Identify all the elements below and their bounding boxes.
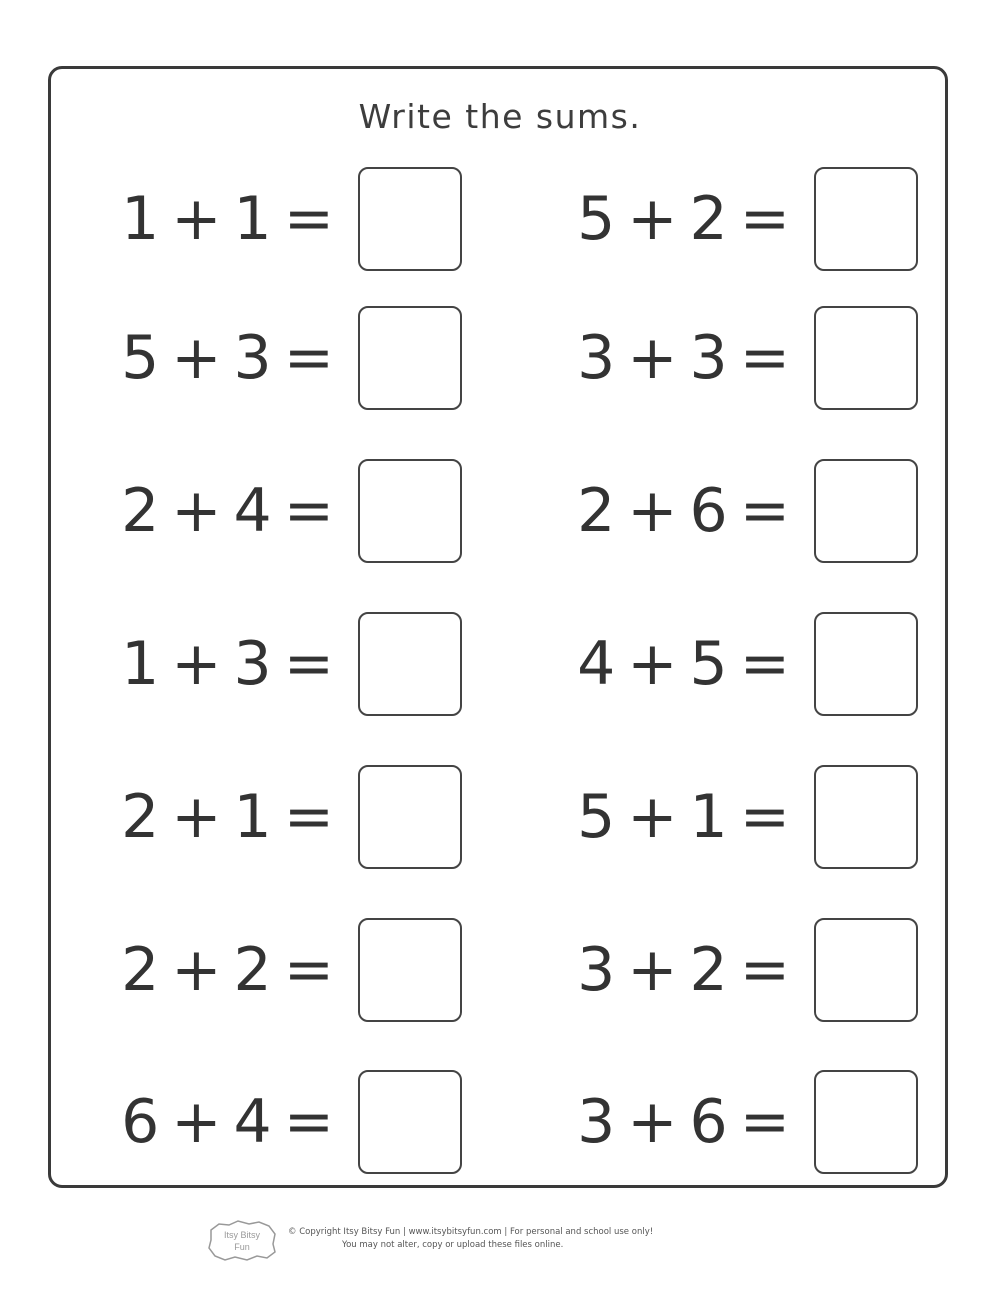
addend-2: 4	[233, 476, 272, 546]
addition-problem	[505, 765, 918, 869]
svg-text:Itsy Bitsy: Itsy Bitsy	[223, 1230, 261, 1240]
equation	[577, 306, 802, 410]
equals-sign: =	[283, 323, 334, 393]
plus-sign: +	[627, 323, 678, 393]
addition-problem	[505, 612, 918, 716]
equation	[121, 612, 346, 716]
addition-problem	[505, 306, 918, 410]
answer-box[interactable]	[358, 306, 462, 410]
equation	[577, 612, 802, 716]
worksheet-title: Write the sums.	[358, 97, 642, 136]
equation	[121, 459, 346, 563]
equals-sign: =	[283, 782, 334, 852]
equation	[121, 1070, 346, 1174]
answer-box[interactable]	[814, 459, 918, 563]
addend-1: 5	[121, 323, 160, 393]
equals-sign: =	[739, 935, 790, 1005]
copyright-line-2: You may not alter, copy or upload these files online.	[342, 1240, 564, 1250]
equation	[577, 765, 802, 869]
addend-1: 5	[577, 782, 616, 852]
answer-box[interactable]	[814, 612, 918, 716]
addition-problem	[505, 459, 918, 563]
plus-sign: +	[171, 935, 222, 1005]
copyright-notice	[288, 1226, 653, 1252]
answer-box[interactable]	[814, 765, 918, 869]
itsy-bitsy-fun-logo	[205, 1216, 279, 1264]
equals-sign: =	[739, 323, 790, 393]
answer-box[interactable]	[814, 167, 918, 271]
equals-sign: =	[283, 1087, 334, 1157]
addition-problem	[505, 1070, 918, 1174]
addend-2: 2	[689, 184, 728, 254]
addend-2: 3	[233, 323, 272, 393]
equation	[121, 306, 346, 410]
addition-problem	[50, 306, 462, 410]
equation	[121, 765, 346, 869]
plus-sign: +	[171, 184, 222, 254]
answer-box[interactable]	[358, 1070, 462, 1174]
addend-1: 4	[577, 629, 616, 699]
equation	[577, 918, 802, 1022]
addend-1: 2	[577, 476, 616, 546]
equation	[577, 459, 802, 563]
equals-sign: =	[739, 184, 790, 254]
plus-sign: +	[171, 1087, 222, 1157]
plus-sign: +	[171, 476, 222, 546]
plus-sign: +	[627, 476, 678, 546]
answer-box[interactable]	[814, 306, 918, 410]
addend-2: 1	[233, 184, 272, 254]
addend-2: 3	[689, 323, 728, 393]
addend-2: 1	[689, 782, 728, 852]
equation	[577, 167, 802, 271]
addend-2: 6	[689, 476, 728, 546]
addition-problem	[50, 612, 462, 716]
equation	[121, 167, 346, 271]
addition-problem	[50, 918, 462, 1022]
plus-sign: +	[627, 1087, 678, 1157]
footer	[200, 1212, 810, 1272]
equals-sign: =	[739, 629, 790, 699]
equals-sign: =	[283, 935, 334, 1005]
plus-sign: +	[627, 935, 678, 1005]
answer-box[interactable]	[358, 918, 462, 1022]
addend-1: 3	[577, 323, 616, 393]
equals-sign: =	[739, 782, 790, 852]
answer-box[interactable]	[358, 765, 462, 869]
plus-sign: +	[171, 629, 222, 699]
answer-box[interactable]	[358, 459, 462, 563]
addend-2: 4	[233, 1087, 272, 1157]
plus-sign: +	[627, 629, 678, 699]
addend-1: 2	[121, 935, 160, 1005]
copyright-line-1: © Copyright Itsy Bitsy Fun | www.itsybitsyfun.com | For personal and school use only!	[288, 1227, 654, 1237]
addend-1: 5	[577, 184, 616, 254]
plus-sign: +	[627, 782, 678, 852]
equals-sign: =	[283, 629, 334, 699]
svg-text:Fun: Fun	[234, 1242, 250, 1252]
addend-1: 3	[577, 935, 616, 1005]
addend-1: 6	[121, 1087, 160, 1157]
addend-2: 3	[233, 629, 272, 699]
addition-problem	[505, 167, 918, 271]
addend-2: 1	[233, 782, 272, 852]
addend-1: 3	[577, 1087, 616, 1157]
addend-2: 2	[233, 935, 272, 1005]
addition-problem	[505, 918, 918, 1022]
equation	[577, 1070, 802, 1174]
equals-sign: =	[739, 476, 790, 546]
addend-2: 6	[689, 1087, 728, 1157]
addend-2: 2	[689, 935, 728, 1005]
addition-problem	[50, 1070, 462, 1174]
addend-1: 2	[121, 476, 160, 546]
equals-sign: =	[283, 184, 334, 254]
equals-sign: =	[283, 476, 334, 546]
answer-box[interactable]	[814, 918, 918, 1022]
addend-1: 2	[121, 782, 160, 852]
answer-box[interactable]	[814, 1070, 918, 1174]
equation	[121, 918, 346, 1022]
plus-sign: +	[627, 184, 678, 254]
plus-sign: +	[171, 323, 222, 393]
plus-sign: +	[171, 782, 222, 852]
answer-box[interactable]	[358, 612, 462, 716]
answer-box[interactable]	[358, 167, 462, 271]
addition-problem	[50, 765, 462, 869]
addition-problem	[50, 459, 462, 563]
addend-1: 1	[121, 629, 160, 699]
equals-sign: =	[739, 1087, 790, 1157]
addition-problem	[50, 167, 462, 271]
addend-1: 1	[121, 184, 160, 254]
addend-2: 5	[689, 629, 728, 699]
